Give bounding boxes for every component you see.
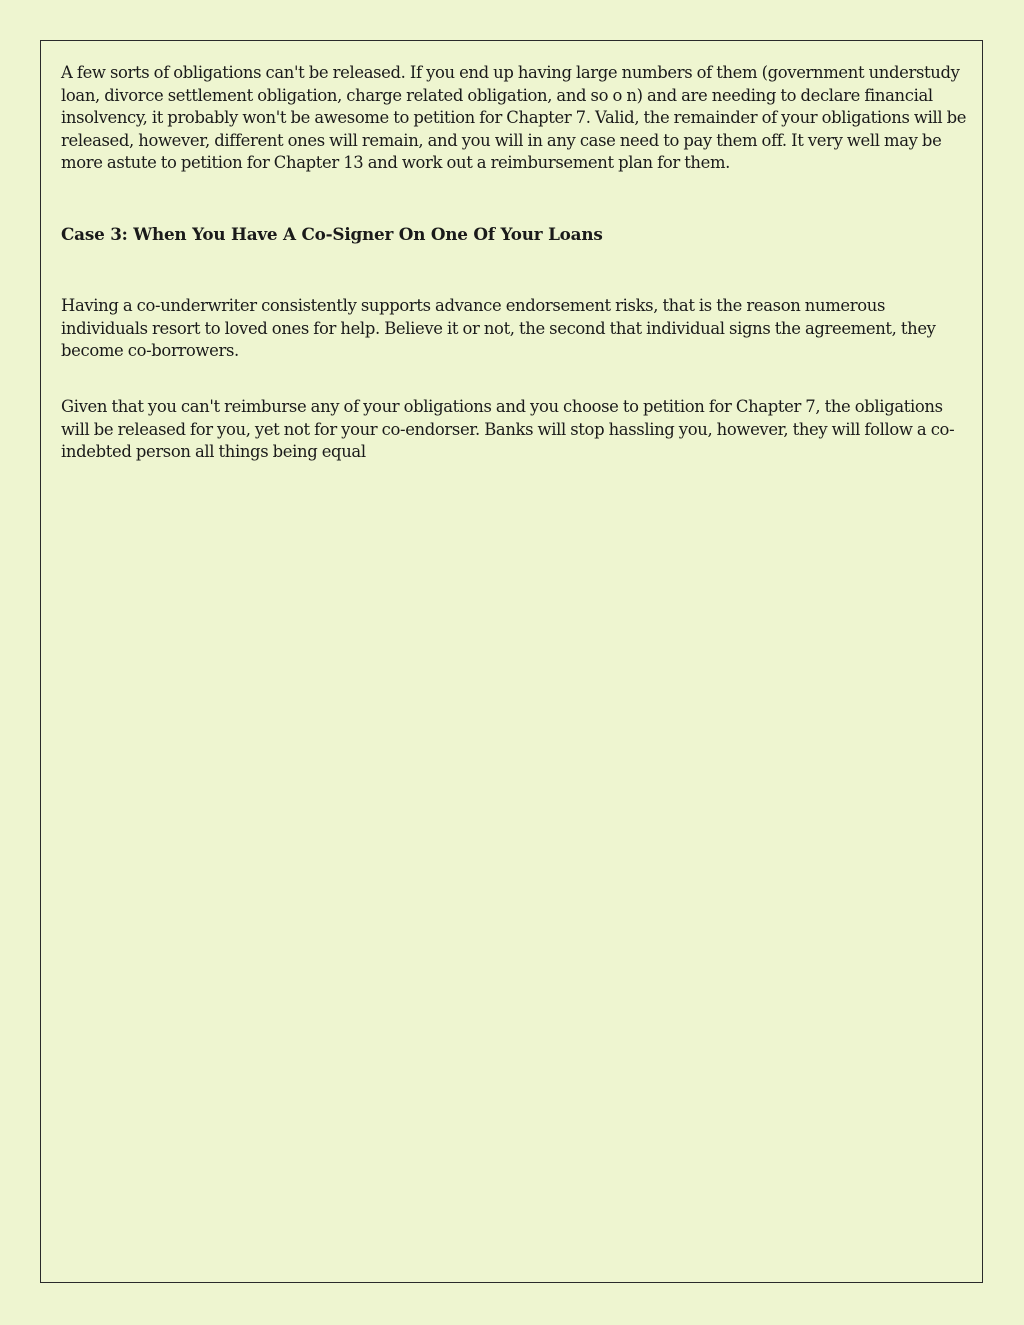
paragraph-chapter-7: Given that you can't reimburse any of your obligations and you choose to petition for Chapter 7, the obligations will be released for you, yet not for your co-endorser. Banks will stop hassling you, however, they will follow a co-indebted person all things being equal <box>61 397 955 461</box>
paragraph-intro: A few sorts of obligations can't be released. If you end up having large numbers of them (government understudy loan, divorce settlement obligation, charge related obligation, and so o n) and are needing to declare financial insolvency, it probably won't be awesome to petition for Chapter 7. Valid, the remainder of your obligations will be released, however, different ones will remain, and you will in any case need to pay them off. It very well may be more astute to petition for Chapter 13 and work out a reimbursement plan for them. <box>61 63 967 172</box>
paragraph-co-signer: Having a co-underwriter consistently supports advance endorsement risks, that is the reason numerous individuals resort to loved ones for help. Believe it or not, the second that individual signs the agreement, they become co-borrowers. <box>61 296 936 360</box>
page-frame <box>40 40 983 1283</box>
section-heading-case-3: Case 3: When You Have A Co-Signer On One Of Your Loans <box>61 224 603 244</box>
